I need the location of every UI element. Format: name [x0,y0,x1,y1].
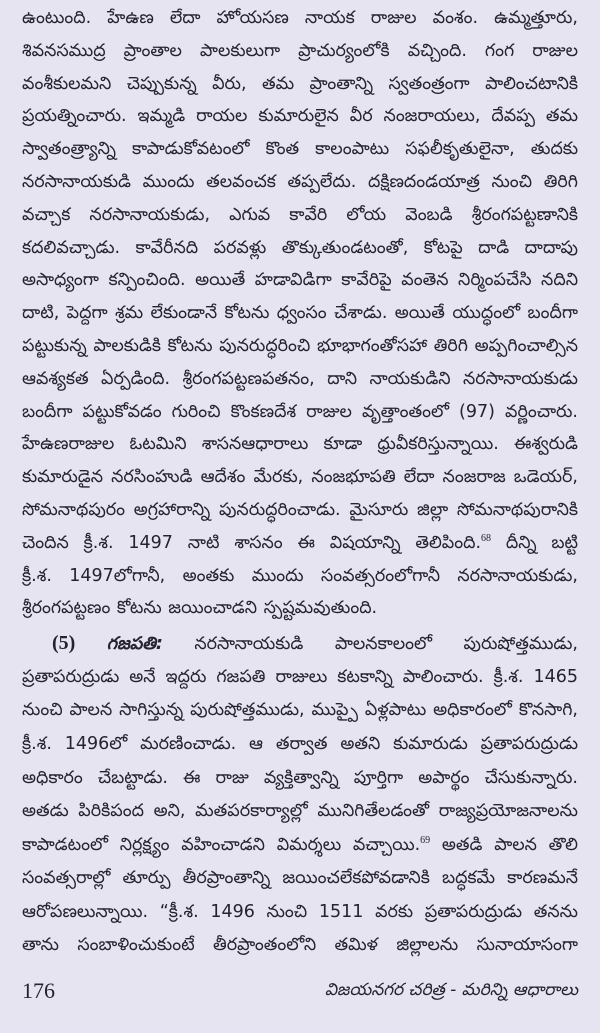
text-line: అసాధ్యంగా కన్పించింది. అయితే హడావిడిగా కావేరిపై వంతెన నిర్మింపచేసి నదిని [22,270,578,291]
text-line: పట్టుకున్న పాలకుడికి కోటను పునరుద్ధరించి భూభాగంతోసహా తిరిగి అప్పగించాల్సిన [22,335,578,356]
line-text: అతడి పాలన తొలి [430,834,578,855]
paragraph-1 [22,2,578,625]
text-line: ప్రయత్నించారు. ఇమ్మడి రాయల కుమారులైన వీర నంజరాయలు, దేవప్ప తమ [22,106,578,127]
text-line: అతడు పిరికిపంద అని, మతపరకార్యాల్లో మునిగితేలడంతో రాజ్యప్రయోజనాలను [22,801,578,822]
text-line: క్రీ.శ. 1497లోగానీ, అంతకు ముందు సంవత్సరంలోగానీ నరసానాయకుడు, [22,565,578,586]
line-text: చెందిన క్రీ.శ. 1497 నాటి శాసనం ఈ విషయాన్ని తెలిపింది. [22,532,482,553]
text-line [22,527,578,560]
text-line: అధికారం చేబట్టాడు. ఈ రాజు వ్యక్తిత్వాన్ని పూర్తిగా అపార్థం చేసుకున్నారు. [22,767,578,788]
text-line: ఉంటుంది. హేఉణ లేదా హోయసణ నాయక రాజుల వంశం. ఉమ్మత్తూరు, [22,8,578,28]
footnote-marker: 69 [420,834,431,846]
book-title: విజయనగర చరిత్ర - మరిన్ని ఆధారాలు [324,980,578,1000]
text-line [22,829,578,863]
section-heading: గజపతి: [106,634,163,655]
text-line: దాటి, పెద్దగా శ్రమ లేకుండానే కోటను ధ్వంసం చేశాడు. అయితే యుద్ధంలో బందీగా [22,303,578,324]
text-line: స్వాతంత్ర్యాన్ని కాపాడుకోవటంలో కొంత కాలంపాటు సఫలీకృతులైనా, తుదకు [22,139,578,160]
page-body [22,2,578,963]
text-line: కుమారుడైన నరసింహుడి ఆదేశం మేరకు, నంజభూపతి లేదా నంజరాజ ఒడెయర్, [22,467,578,488]
line-text: కాపాడటంలో నిర్లక్ష్యం వహించాడని విమర్శలు వచ్చాయి. [22,834,421,855]
text-line: నరసానాయకుడి ముందు తలవంచక తప్పలేదు. దక్షిణదండయాత్ర నుంచి తిరిగి [22,171,578,192]
text-line: తాను సంబాళించుకుంటే తీరప్రాంతంలోని తమిళ జిల్లాలను సునాయాసంగా [22,935,578,956]
text-line: వచ్చాక నరసానాయకుడు, ఎగువ కావేరి లోయ వెంబడి శ్రీరంగపట్టణానికి [22,204,578,225]
text-line: నుంచి పాలన సాగిస్తున్న పురుషోత్తముడు, ముప్పై ఏళ్లపాటు అధికారంలో కొనసాగి, [22,700,578,721]
paragraph-2 [22,627,578,963]
section-number: (5) [52,632,76,655]
text-line: ప్రతాపరుద్రుడు అనే ఇద్దరు గజపతి రాజులు కటకాన్ని పాలించారు. క్రీ.శ. 1465 [22,666,578,687]
text-line: సంవత్సరాల్లో తూర్పు తీరప్రాంతాన్ని జయించలేకపోవడానికి బద్ధకమే కారణమనే [22,868,578,889]
paragraph-2-first-line [22,627,578,661]
footnote-marker: 68 [481,532,492,544]
line-text: నరసానాయకుడి పాలనకాలంలో పురుషోత్తముడు, [194,634,578,655]
text-line: ఆరోపణలున్నాయి. “క్రీ.శ. 1496 నుంచి 1511 వరకు ప్రతాపరుద్రుడు తనను [22,901,578,922]
text-line: ఆవశ్యకత ఏర్పడింది. శ్రీరంగపట్టణపతనం, దాని నాయకుడిని నరసానాయకుడు [22,368,578,389]
text-line: శ్రీరంగపట్టణం కోటను జయించాడని స్పష్టమవుతుంది. [22,598,378,619]
text-line: శివనసముద్ర ప్రాంతాల పాలకులుగా ప్రాచుర్యంలోకి వచ్చింది. గంగ రాజుల [22,40,578,61]
text-line: సోమనాథపురం అగ్రహారాన్ని పునరుద్ధరించాడు. మైసూరు జిల్లా సోమనాథపురానికి [22,499,578,520]
page-footer [22,978,578,1008]
text-line: బందీగా పట్టుకోవడం గురించి కొంకణదేశ రాజుల వృత్తాంతంలో (97) వర్ణించారు. [22,401,578,422]
page-number: 176 [22,978,55,1003]
line-text: దీన్ని బట్టి [491,532,578,553]
text-line: కదలివచ్చాడు. కావేరీనది పరవళ్లు తొక్కుతుండటంతో, కోటపై దాడి దాదాపు [22,237,578,258]
text-line: క్రీ.శ. 1496లో మరణించాడు. ఆ తర్వాత అతని కుమారుడు ప్రతాపరుద్రుడు [22,733,578,754]
text-line: వంశీకులమని చెప్పుకున్న వీరు, తమ ప్రాంతాన్ని స్వతంత్రంగా పాలించటానికి [22,73,578,94]
text-line: హేఉణరాజుల ఓటమిని శాసనఆధారాలు కూడా ధ్రువీకరిస్తున్నాయి. ఈశ్వరుడి [22,434,578,455]
